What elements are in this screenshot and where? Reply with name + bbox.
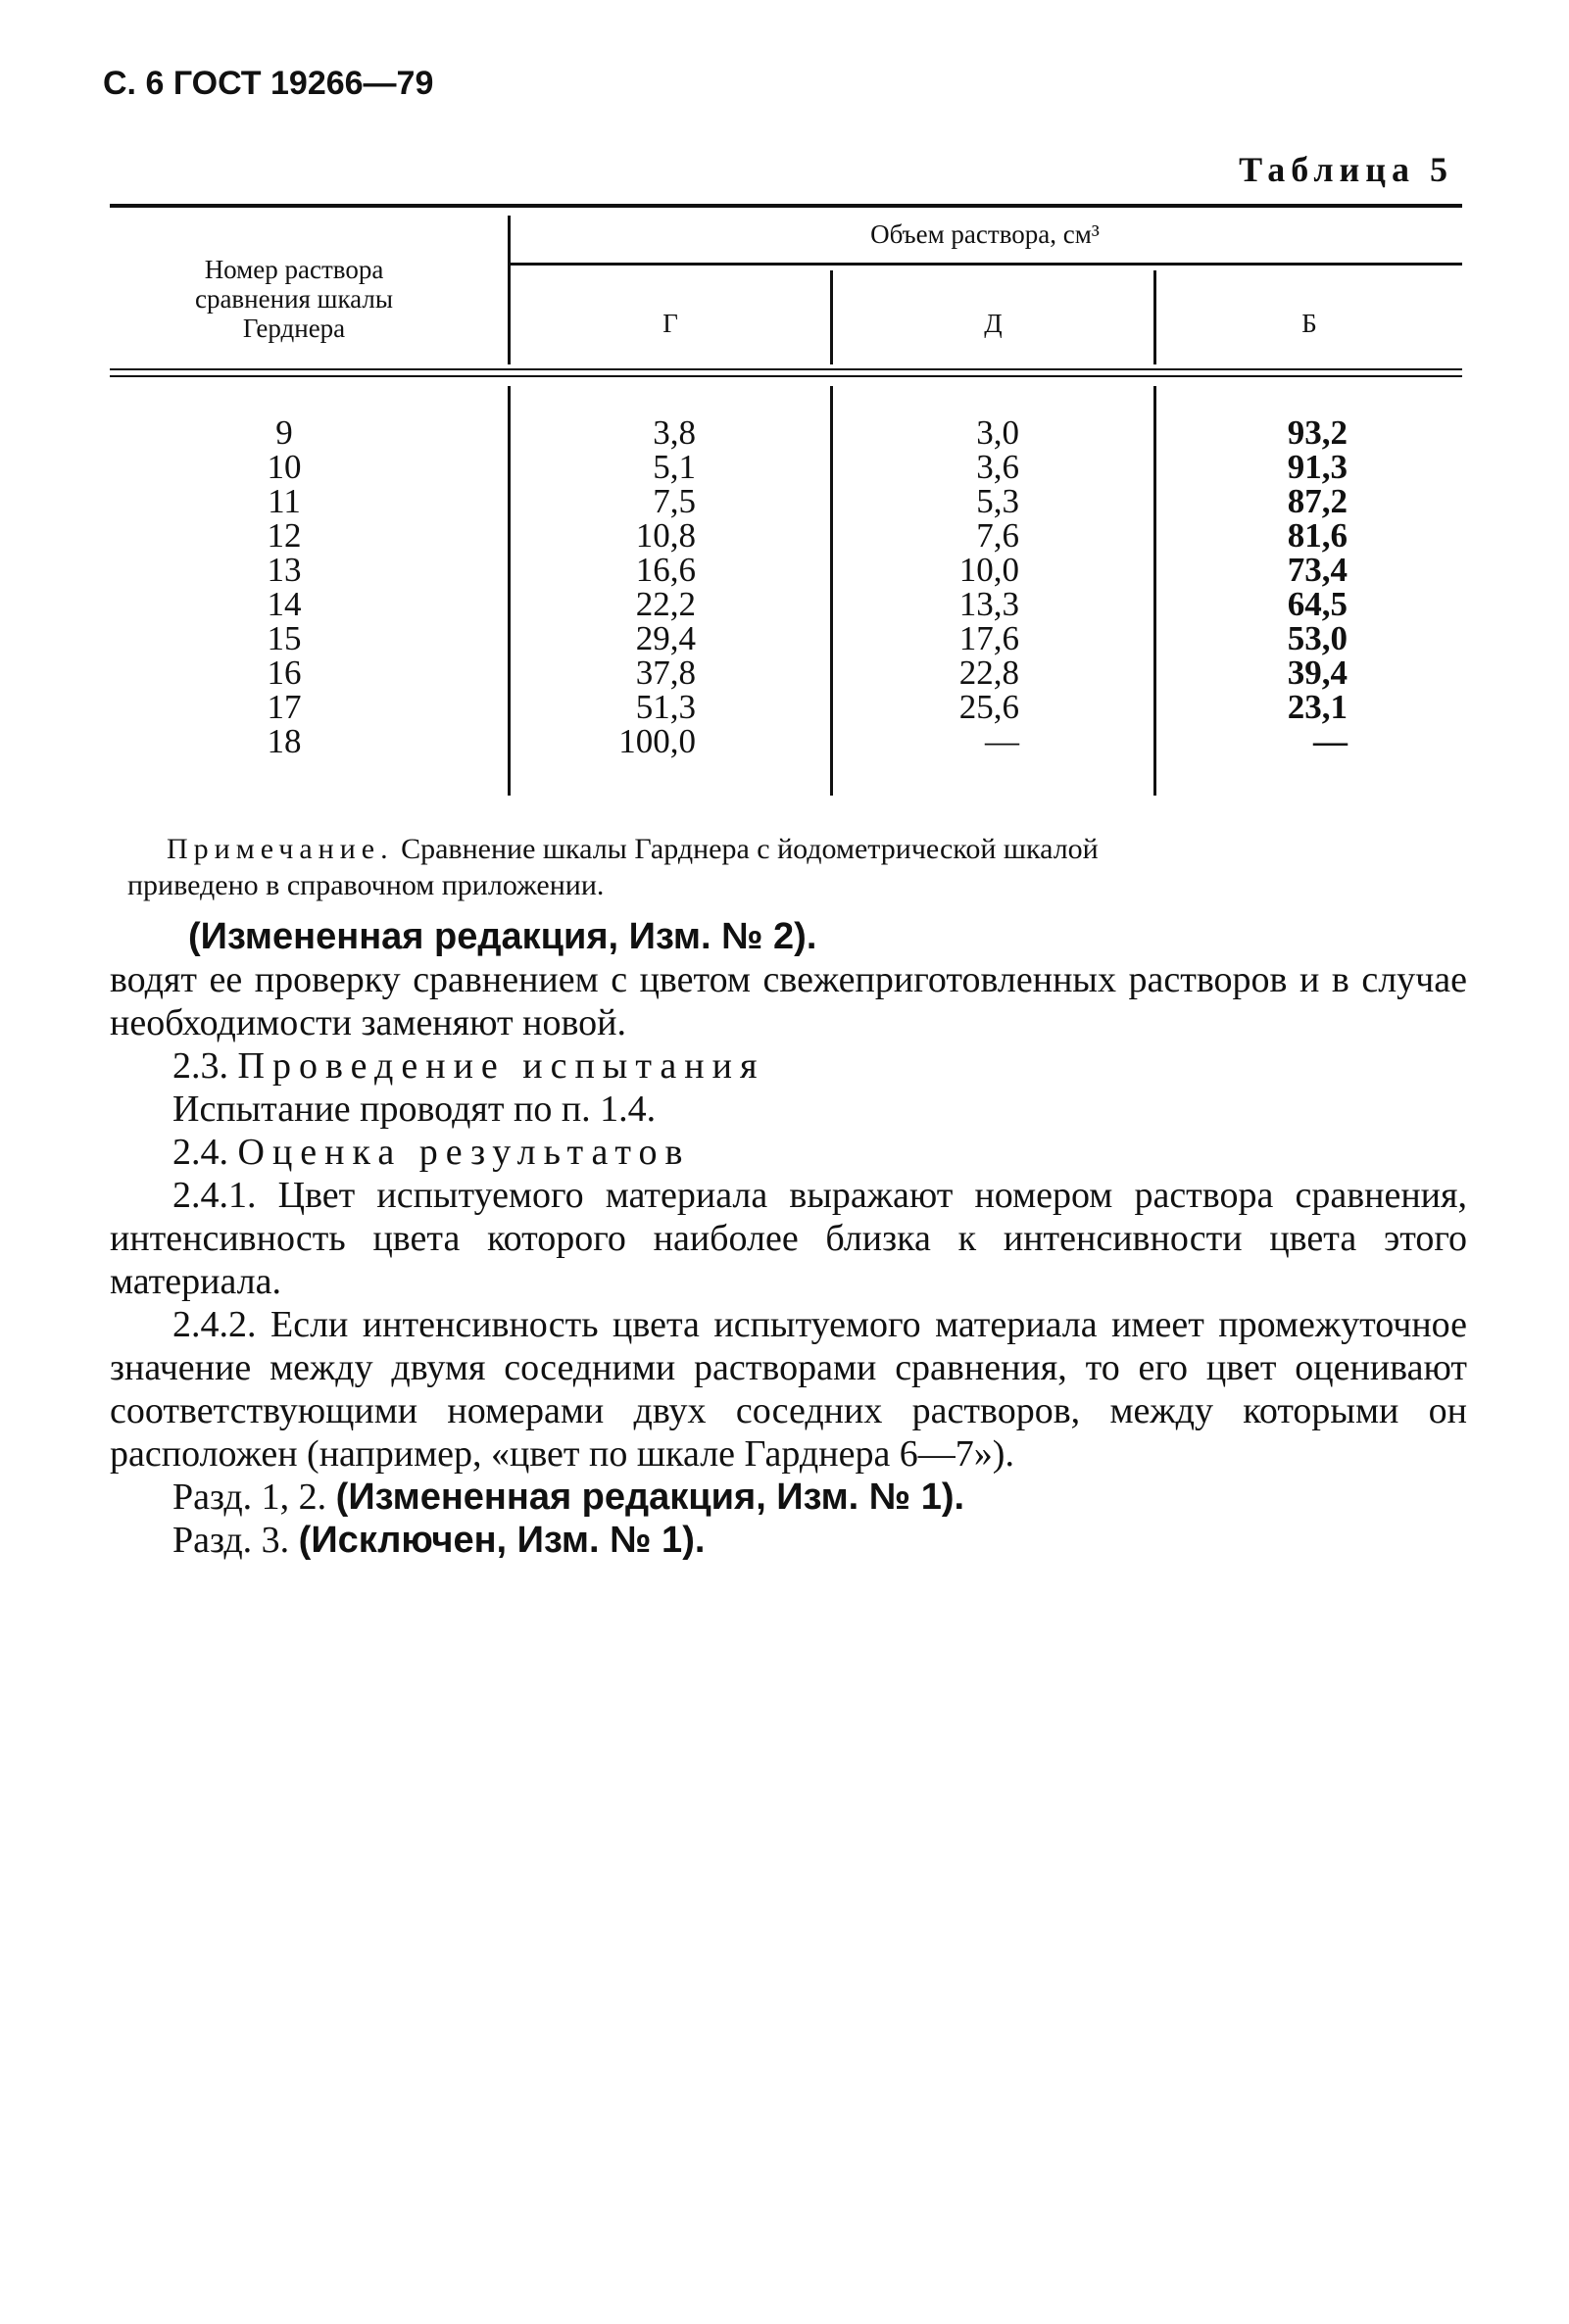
table-cell: 87,2 xyxy=(1287,482,1348,520)
table-cell: 17 xyxy=(267,688,302,726)
header-bottom-rule-1 xyxy=(110,368,1462,370)
paragraph-2-4-1: 2.4.1. Цвет испытуемого материала выражают номером раствора сравнения, интенсивность цвета которого наиболее близка к интенсивности цвета этого материала. xyxy=(110,1175,1467,1302)
section-2-4-heading xyxy=(110,1131,1467,1174)
table-cell: 91,3 xyxy=(1287,448,1348,486)
table-cell: 3,8 xyxy=(653,413,696,452)
table-cell: 81,6 xyxy=(1287,516,1348,555)
table-title: Таблица 5 xyxy=(1239,150,1453,189)
table-cell: 23,1 xyxy=(1287,688,1348,726)
table-divider-2-body xyxy=(830,386,833,796)
amendment-note-2: (Измененная редакция, Изм. № 2). xyxy=(188,916,817,957)
table-cell: 3,6 xyxy=(976,448,1019,486)
amend-prefix: Разд. 3. xyxy=(172,1520,290,1561)
row-number-header: Номер раствора сравнения шкалы Герднера xyxy=(194,255,394,343)
column-d-header: Д xyxy=(984,309,1003,338)
table-cell: 29,4 xyxy=(635,619,696,657)
table-cell: — xyxy=(1313,722,1348,760)
column-b-header: Б xyxy=(1301,309,1317,338)
table-cell: 51,3 xyxy=(635,688,696,726)
table-cell: 10,0 xyxy=(958,551,1019,589)
section-amend-1-2 xyxy=(110,1476,1467,1519)
amend-text: (Измененная редакция, Изм. № 1). xyxy=(335,1477,965,1518)
section-number: 2.4. xyxy=(172,1132,228,1173)
column-number-values xyxy=(245,415,323,758)
table-cell: — xyxy=(985,722,1019,760)
note-label: Примечание. xyxy=(167,833,394,865)
table-cell: 22,2 xyxy=(635,585,696,623)
table-cell: 11 xyxy=(268,482,301,520)
section-title: Оценка результатов xyxy=(237,1132,691,1173)
header-bottom-rule-2 xyxy=(110,375,1462,377)
section-title: Проведение испытания xyxy=(237,1045,765,1087)
section-amend-3 xyxy=(110,1519,1467,1562)
volume-group-header: Объем раствора, см³ xyxy=(870,219,1100,249)
column-g-values xyxy=(568,415,696,758)
page-header xyxy=(103,65,433,103)
column-g-header: Г xyxy=(662,309,678,338)
table-cell: 16,6 xyxy=(635,551,696,589)
body-text xyxy=(110,915,1467,1562)
table-divider-3-body xyxy=(1153,386,1156,796)
table-cell: 16 xyxy=(267,654,302,692)
table-top-rule xyxy=(110,204,1462,208)
table-cell: 7,5 xyxy=(653,482,696,520)
table-cell: 18 xyxy=(267,722,302,760)
table-cell: 9 xyxy=(275,413,293,452)
table-divider-1-body xyxy=(508,386,511,796)
paragraph-continuation: водят ее проверку сравнением с цветом свежеприготовленных растворов и в случае необходимости заменяют новой. xyxy=(110,959,1467,1043)
table-cell: 3,0 xyxy=(976,413,1019,452)
table-cell: 15 xyxy=(267,619,302,657)
note-text-2: приведено в справочном приложении. xyxy=(127,869,605,901)
column-d-values xyxy=(892,415,1019,758)
table-cell: 13,3 xyxy=(958,585,1019,623)
standard-code: ГОСТ 19266—79 xyxy=(172,65,434,102)
table-cell: 10,8 xyxy=(635,516,696,555)
table-cell: 12 xyxy=(267,516,302,555)
table-cell: 10 xyxy=(267,448,302,486)
table-note xyxy=(127,831,1460,903)
table-cell: 14 xyxy=(267,585,302,623)
amend-text: (Исключен, Изм. № 1). xyxy=(298,1520,706,1561)
section-2-3-text: Испытание проводят по п. 1.4. xyxy=(172,1089,657,1130)
table-cell: 17,6 xyxy=(958,619,1019,657)
table-cell: 64,5 xyxy=(1287,585,1348,623)
section-number: 2.3. xyxy=(172,1045,228,1087)
table-cell: 53,0 xyxy=(1287,619,1348,657)
page-number: С. 6 xyxy=(103,65,165,102)
amend-prefix: Разд. 1, 2. xyxy=(172,1477,327,1518)
table-cell: 5,3 xyxy=(976,482,1019,520)
table-cell: 39,4 xyxy=(1287,654,1348,692)
table-cell: 100,0 xyxy=(618,722,696,760)
section-2-3-heading xyxy=(110,1044,1467,1088)
table-cell: 7,6 xyxy=(976,516,1019,555)
paragraph-2-4-2: 2.4.2. Если интенсивность цвета испытуемого материала имеет промежуточное значение между двумя соседними растворами сравнения, то его цвет оценивают соответствующими номерами двух соседних растворов, между которыми он расположен (например, «цвет по шкале Гарднера 6—7»). xyxy=(110,1304,1467,1475)
table-cell: 93,2 xyxy=(1287,413,1348,452)
note-text-1: Сравнение шкалы Гарднера с йодометрической шкалой xyxy=(401,833,1099,865)
table-cell: 22,8 xyxy=(958,654,1019,692)
table-cell: 25,6 xyxy=(958,688,1019,726)
table-cell: 73,4 xyxy=(1287,551,1348,589)
table-cell: 5,1 xyxy=(653,448,696,486)
table-cell: 37,8 xyxy=(635,654,696,692)
table-divider-1 xyxy=(508,216,511,364)
group-header-rule xyxy=(511,263,1462,266)
column-b-values xyxy=(1220,415,1348,758)
table-cell: 13 xyxy=(267,551,302,589)
